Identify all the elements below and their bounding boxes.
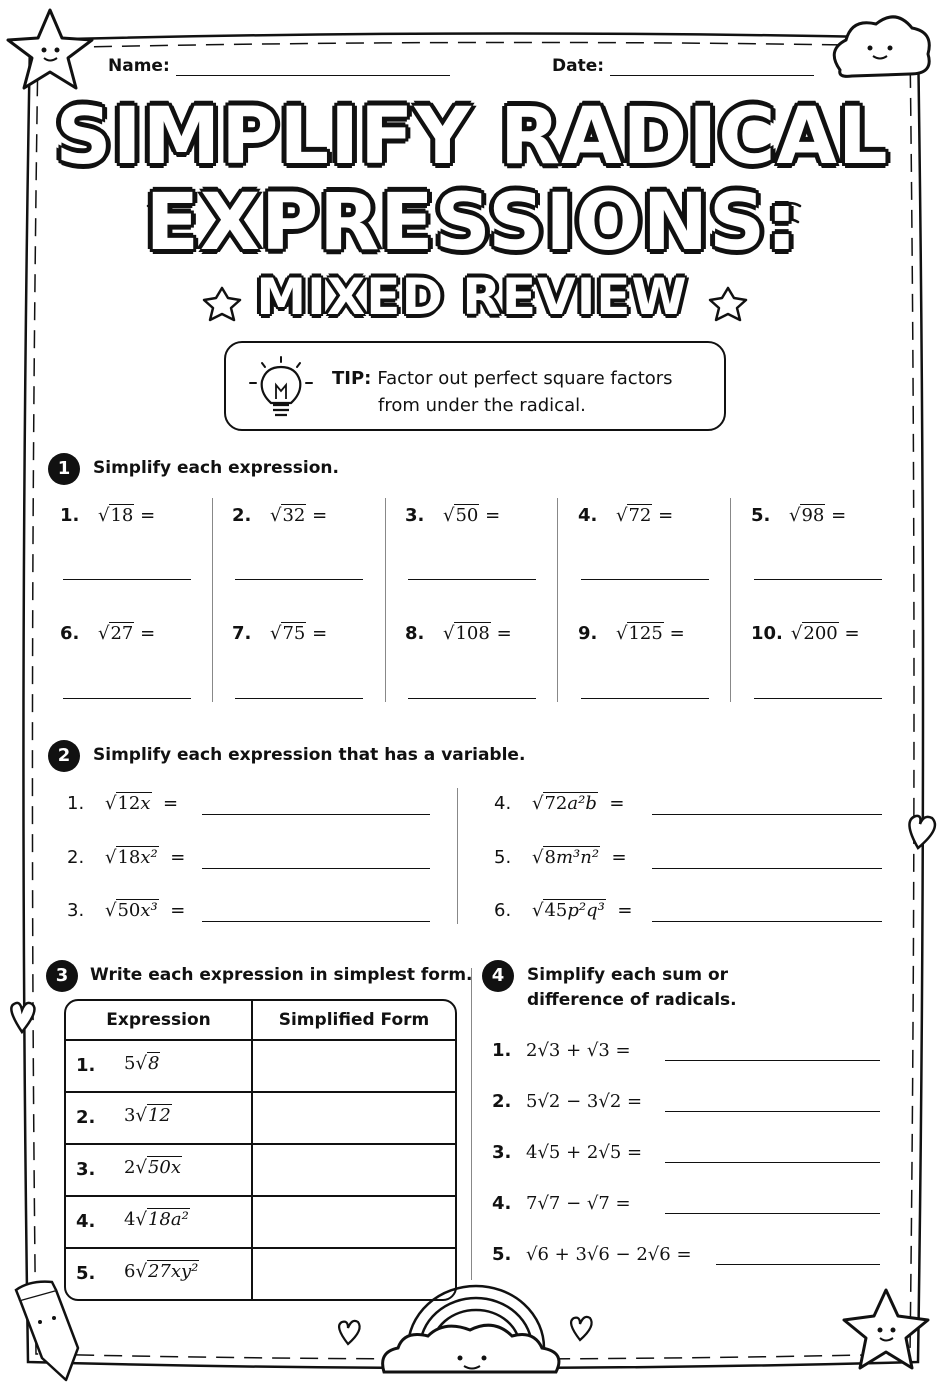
problem-4-1 [492, 1040, 631, 1061]
radical-expression: 7√7 − √7 = [526, 1193, 631, 1214]
answer-blank[interactable] [63, 579, 191, 580]
answer-blank[interactable] [665, 1111, 880, 1112]
column-divider [385, 498, 386, 702]
equals-sign: = [485, 505, 501, 526]
answer-blank[interactable] [652, 921, 882, 922]
problem-number: 3. [405, 505, 425, 526]
problem-1-7 [232, 623, 327, 644]
problem-1-1 [60, 505, 155, 526]
radical-expression: √98 [789, 505, 825, 526]
page-title-line-1: SIMPLIFY RADICAL [55, 92, 889, 182]
problem-number: 2. [232, 505, 252, 526]
radical-expression: 5√8 [124, 1053, 160, 1074]
star-icon [8, 10, 92, 88]
equals-sign: = [170, 900, 186, 921]
problem-1-9 [578, 623, 685, 644]
equals-sign: = [163, 793, 179, 814]
problem-number: 1. [492, 1040, 512, 1061]
problem-4-5 [492, 1244, 692, 1265]
problem-number: 4. [492, 1193, 512, 1214]
column-divider [730, 498, 731, 702]
equals-sign: = [617, 900, 633, 921]
simplified-answer-cell[interactable] [251, 1197, 455, 1249]
answer-blank[interactable] [235, 579, 363, 580]
answer-blank[interactable] [581, 579, 709, 580]
answer-blank[interactable] [408, 698, 536, 699]
problem-number: 5. [751, 505, 771, 526]
radical-expression: 3√12 [124, 1105, 171, 1126]
star-icon [844, 1290, 928, 1368]
radical-expression: 6√27xy² [124, 1261, 199, 1282]
tip-line-1: Factor out perfect square factors [377, 368, 673, 389]
answer-blank[interactable] [408, 579, 536, 580]
answer-blank[interactable] [652, 868, 882, 869]
simplified-answer-cell[interactable] [251, 1093, 455, 1145]
equals-sign: = [658, 505, 674, 526]
lightbulb-icon [246, 355, 316, 421]
tip-line-2: from under the radical. [378, 395, 586, 416]
row-number: 1. [76, 1055, 96, 1076]
answer-blank[interactable] [754, 579, 882, 580]
problem-1-8 [405, 623, 512, 644]
equals-sign: = [312, 505, 328, 526]
expression-cell [66, 1145, 251, 1197]
problem-2-4 [494, 793, 624, 814]
radical-expression: √12x [105, 793, 151, 814]
problem-4-2 [492, 1091, 642, 1112]
section-3-number: 3 [46, 960, 78, 992]
date-label: Date: [552, 56, 605, 76]
row-number: 3. [76, 1159, 96, 1180]
section-1-number: 1 [48, 453, 80, 485]
page-title-line-2: EXPRESSIONS: [145, 178, 799, 268]
section-1-title: Simplify each expression. [93, 458, 339, 478]
answer-blank[interactable] [665, 1213, 880, 1214]
page-subtitle: MIXED REVIEW [256, 268, 688, 326]
section-2-title: Simplify each expression that has a variable. [93, 745, 526, 765]
heart-icon [571, 1317, 592, 1340]
radical-expression: 5√2 − 3√2 = [526, 1091, 643, 1112]
radical-expression: √27 [98, 623, 134, 644]
equals-sign: = [496, 623, 512, 644]
equals-sign: = [312, 623, 328, 644]
expression-cell [66, 1249, 251, 1299]
problem-1-6 [60, 623, 155, 644]
problem-number: 4. [494, 793, 512, 814]
table-row [66, 1093, 455, 1145]
name-label: Name: [108, 56, 170, 76]
radical-expression: √72 [616, 505, 652, 526]
answer-blank[interactable] [665, 1162, 880, 1163]
col-header-simplified: Simplified Form [251, 1001, 455, 1041]
answer-blank[interactable] [754, 698, 882, 699]
problem-number: 3. [67, 900, 85, 921]
expression-cell [66, 1197, 251, 1249]
problem-number: 10. [751, 623, 783, 644]
answer-blank[interactable] [581, 698, 709, 699]
radical-expression: √50 [443, 505, 479, 526]
section-3-title: Write each expression in simplest form. [90, 965, 473, 985]
problem-number: 1. [67, 793, 85, 814]
problem-1-4 [578, 505, 673, 526]
column-divider [557, 498, 558, 702]
table-row [66, 1145, 455, 1197]
cloud-icon [834, 17, 929, 77]
name-field[interactable] [108, 56, 450, 76]
equals-sign: = [611, 847, 627, 868]
problem-number: 1. [60, 505, 80, 526]
radical-expression: √108 [443, 623, 490, 644]
name-blank[interactable] [176, 59, 450, 76]
problem-1-3 [405, 505, 500, 526]
radical-expression: √75 [270, 623, 306, 644]
expression-cell [66, 1093, 251, 1145]
problem-2-1 [67, 793, 178, 814]
heart-icon [11, 1003, 34, 1032]
radical-expression: √50x³ [105, 900, 158, 921]
simplified-answer-cell[interactable] [251, 1145, 455, 1197]
answer-blank[interactable] [665, 1060, 880, 1061]
col-header-expression: Expression [66, 1001, 251, 1041]
radical-expression: √6 + 3√6 − 2√6 = [526, 1244, 692, 1265]
section-4-title-line-2: difference of radicals. [527, 990, 737, 1010]
problem-number: 3. [492, 1142, 512, 1163]
row-number: 5. [76, 1263, 96, 1284]
problem-2-5 [494, 847, 627, 868]
problem-number: 6. [494, 900, 512, 921]
radical-expression: 2√3 + √3 = [526, 1040, 631, 1061]
equals-sign: = [609, 793, 625, 814]
simplified-answer-cell[interactable] [251, 1041, 455, 1093]
heart-icon [339, 1321, 360, 1344]
tip-box [224, 341, 726, 431]
column-divider [212, 498, 213, 702]
date-blank[interactable] [610, 59, 814, 76]
part2-divider [457, 788, 458, 924]
simplest-form-table [64, 999, 457, 1301]
equals-sign: = [669, 623, 685, 644]
radical-expression: √45p²q³ [532, 900, 605, 921]
problem-2-6 [494, 900, 632, 921]
answer-blank[interactable] [202, 814, 430, 815]
equals-sign: = [140, 505, 156, 526]
radical-expression: √72a²b [532, 793, 597, 814]
problem-number: 6. [60, 623, 80, 644]
date-field[interactable] [552, 56, 814, 76]
section-4-title-line-1: Simplify each sum or [527, 965, 729, 985]
equals-sign: = [170, 847, 186, 868]
radical-expression: 4√18a² [124, 1209, 189, 1230]
expression-cell [66, 1041, 251, 1093]
table-row [66, 1249, 455, 1299]
radical-expression: √18 [98, 505, 134, 526]
radical-expression: √8m³n² [532, 847, 600, 868]
problem-number: 9. [578, 623, 598, 644]
equals-sign: = [140, 623, 156, 644]
problem-number: 2. [67, 847, 85, 868]
problem-1-5 [751, 505, 846, 526]
radical-expression: √125 [616, 623, 663, 644]
part3-4-divider [471, 968, 472, 1280]
answer-blank[interactable] [235, 698, 363, 699]
problem-1-10 [751, 623, 860, 644]
simplified-answer-cell[interactable] [251, 1249, 455, 1299]
equals-sign: = [831, 505, 847, 526]
problem-number: 7. [232, 623, 252, 644]
problem-number: 5. [492, 1244, 512, 1265]
problem-2-3 [67, 900, 185, 921]
problem-number: 8. [405, 623, 425, 644]
radical-expression: 4√5 + 2√5 = [526, 1142, 643, 1163]
problem-1-2 [232, 505, 327, 526]
row-number: 2. [76, 1107, 96, 1128]
answer-blank[interactable] [652, 814, 882, 815]
problem-4-3 [492, 1142, 642, 1163]
row-number: 4. [76, 1211, 96, 1232]
radical-expression: √18x² [105, 847, 158, 868]
problem-number: 5. [494, 847, 512, 868]
answer-blank[interactable] [63, 698, 191, 699]
problem-4-4 [492, 1193, 631, 1214]
tip-label: TIP: [332, 368, 372, 389]
radical-expression: √200 [790, 623, 838, 644]
section-4-number: 4 [482, 960, 514, 992]
table-row [66, 1197, 455, 1249]
answer-blank[interactable] [202, 868, 430, 869]
equals-sign: = [844, 623, 860, 644]
problem-number: 2. [492, 1091, 512, 1112]
section-2-number: 2 [48, 740, 80, 772]
radical-expression: 2√50x [124, 1157, 181, 1178]
table-row [66, 1041, 455, 1093]
radical-expression: √32 [270, 505, 306, 526]
problem-2-2 [67, 847, 185, 868]
answer-blank[interactable] [202, 921, 430, 922]
answer-blank[interactable] [716, 1264, 880, 1265]
problem-number: 4. [578, 505, 598, 526]
